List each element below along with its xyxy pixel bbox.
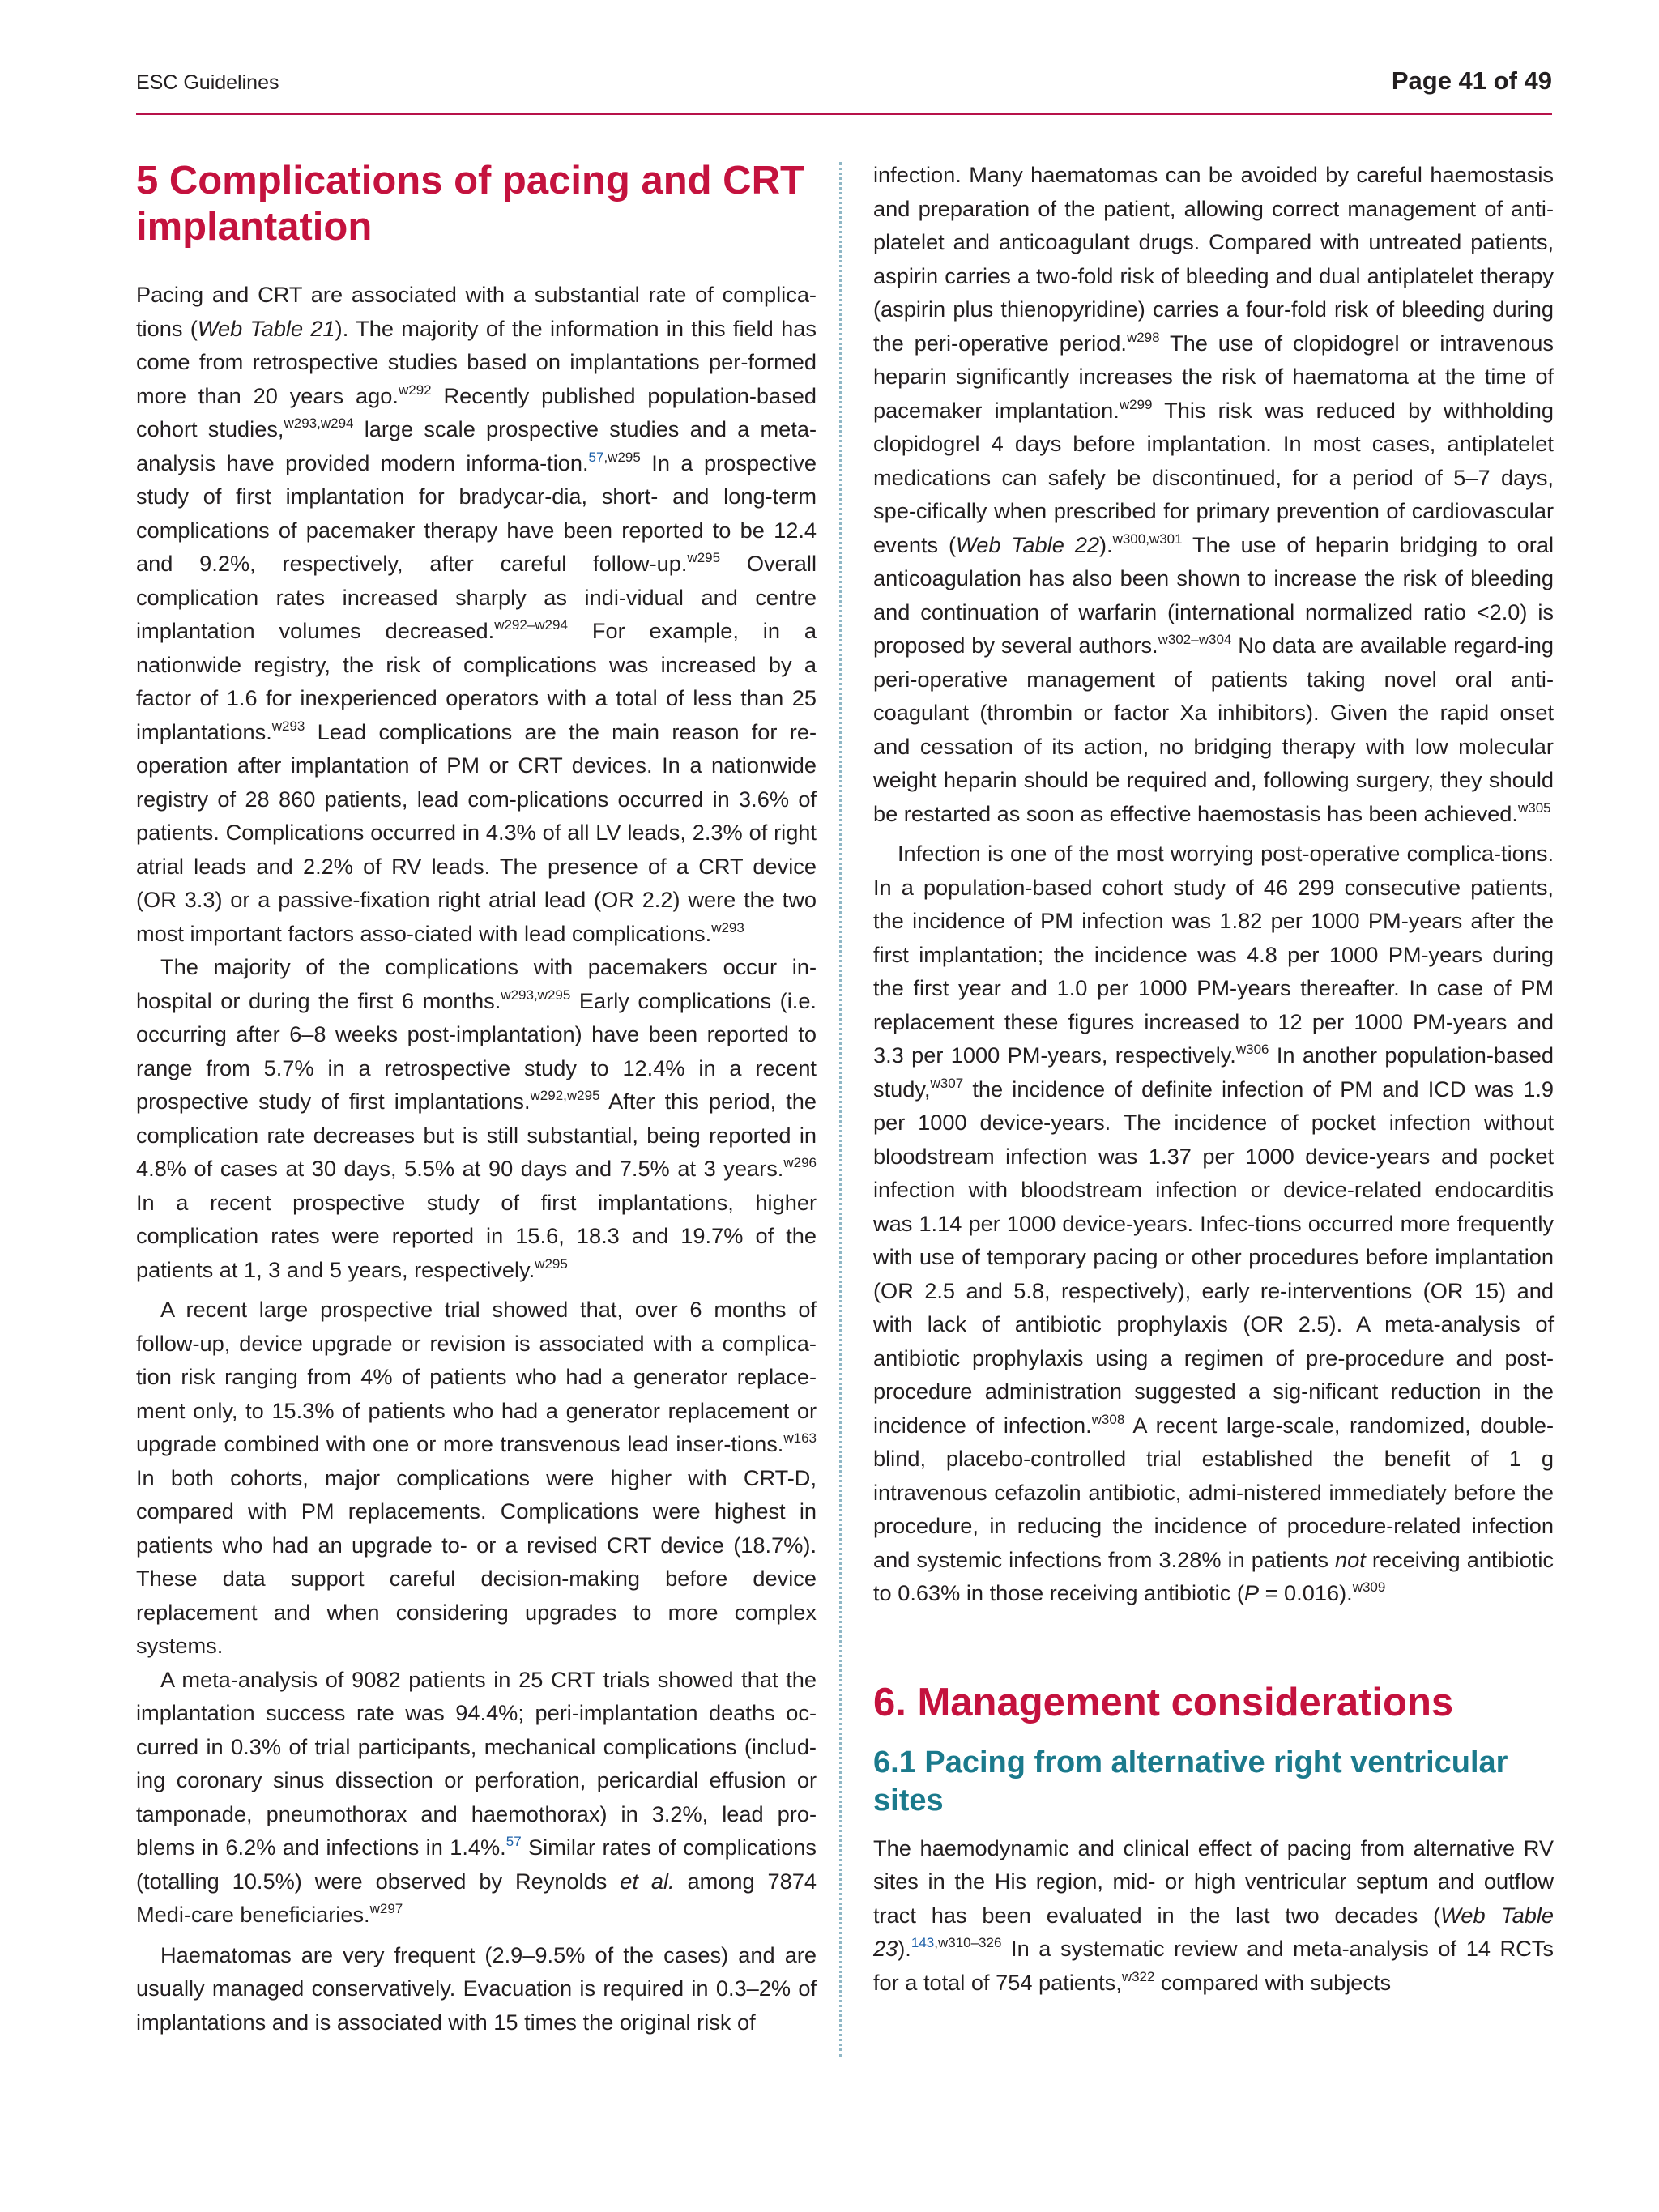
left-column <box>136 158 817 2039</box>
paragraph: Haematomas are very frequent (2.9–9.5% of the cases) and are usually managed conservatively. Evacuation is required in 0.3–2% of implantations and is associated with 15 times the original risk of <box>136 1941 817 2035</box>
column-divider <box>839 162 842 2057</box>
right-column <box>873 158 1554 1999</box>
journal-name: ESC Guidelines <box>136 71 279 94</box>
subsection-6-1-heading: 6.1 Pacing from alternative right ventricular sites <box>873 1745 1508 1818</box>
section-5-heading: 5 Complications of pacing and CRT implantation <box>136 159 804 249</box>
paragraph: The majority of the complications with pacemakers occur in-hospital or during the first 6 months.$^{w293,w295}$ Early complications (i.e. occurring after 6–8 weeks post-implantation) have been reported to range from 5.7% in a retrospective study to 12.4% in a recent prospective study of first implantations.$^{w292,w295}$ After this period, the complication rate decreases but is still substantial, being reported in 4.8% of cases at 30 days, 5.5% at 90 days and 7.5% at 3 years.$^{w296}$ In a recent prospective study of first implantations, higher complication rates were reported in 15.6, 18.3 and 19.7% of the patients at 1, 3 and 5 years, respectively.$^{w295}$ <box>136 954 817 1282</box>
paragraph: Pacing and CRT are associated with a substantial rate of complica-tions (Web Table 21). The majority of the information in this field has come from retrospective studies based on implantations per-formed more than 20 years ago.$^{w292}$ Recently published population-based cohort studies,$^{w293,w294}$ large scale prospective studies and a meta-analysis have provided modern informa-tion.$^{57,w295}$ In a prospective study of first implantation for bradycar-dia, short- and long-term complications of pacemaker therapy have been reported to be 12.4 and 9.2%, respectively, after careful follow-up.$^{w295}$ Overall complication rates increased sharply as indi-vidual and centre implantation volumes decreased.$^{w292-w294}$ For example, in a nationwide registry, the risk of complications was increased by a factor of 1.6 for inexperienced operators with a total of less than 25 implantations.$^{w293}$ Lead complications are the main reason for re-operation after implantation of PM or CRT devices. In a nationwide registry of 28 860 patients, lead com-plications occurred in 3.6% of patients. Complications occurred in 4.3% of all LV leads, 2.3% of right atrial leads and 2.2% of RV leads. The presence of a CRT device (OR 3.3) or a passive-fixation right atrial lead (OR 2.2) were the two most important factors asso-ciated with lead complications.$^{w293}$ <box>136 282 817 946</box>
page-number: Page 41 of 49 <box>1391 66 1552 95</box>
section-6-heading: 6. Management considerations <box>873 1680 1454 1724</box>
paragraph: The haemodynamic and clinical effect of pacing from alternative RV sites in the His region, mid- or high ventricular septum and outflow tract has been evaluated in the last two decades (Web Table 23).$^{143,w310-326}$ In a systematic review and meta-analysis of 14 RCTs for a total of 754 patients,$^{w322}$ compared with subjects <box>873 1835 1554 1995</box>
paragraph: infection. Many haematomas can be avoided by careful haemostasis and preparation of the patient, allowing correct management of anti-platelet and anticoagulant drugs. Compared with untreated patients, aspirin carries a two-fold risk of bleeding and dual antiplatelet therapy (aspirin plus thienopyridine) carries a four-fold risk of bleeding during the peri-operative period.$^{w298}$ The use of clopidogrel or intravenous heparin significantly increases the risk of haematoma at the time of pacemaker implantation.$^{w299}$ This risk was reduced by withholding clopidogrel 4 days before implantation. In most cases, antiplatelet medications can safely be discontinued, for a period of 5–7 days, spe-cifically when prescribed for primary prevention of cardiovascular events (Web Table 22).$^{w300,w301}$ The use of heparin bridging to oral anticoagulation has also been shown to increase the risk of bleeding and continuation of warfarin (international normalized ratio <2.0) is proposed by several authors.$^{w302-w304}$ No data are available regard-ing peri-operative management of patients taking novel oral anti-coagulant (thrombin or factor Xa inhibitors). Given the rapid onset and cessation of its action, no bridging therapy with low molecular weight heparin should be required and, following surgery, they should be restarted as soon as effective haemostasis has been achieved.$^{w305}$ <box>873 162 1554 826</box>
running-header <box>136 66 1552 115</box>
paragraph: Infection is one of the most worrying post-operative complica-tions. In a population-based cohort study of 46 299 consecutive patients, the incidence of PM infection was 1.82 per 1000 PM-years after the first implantation; the incidence was 4.8 per 1000 PM-years during the first year and 1.0 per 1000 PM-years thereafter. In case of PM replacement these figures increased to 12 per 1000 PM-years and 3.3 per 1000 PM-years, respectively.$^{w306}$ In another population-based study,$^{w307}$ the incidence of definite infection of PM and ICD was 1.9 per 1000 device-years. The incidence of pocket infection without bloodstream infection was 1.37 per 1000 device-years and pocket infection with bloodstream infection or device-related endocarditis was 1.14 per 1000 device-years. Infec-tions occurred more frequently with use of temporary pacing or other procedures before implantation (OR 2.5 and 5.8, respectively), early re-interventions (OR 15) and with lack of antibiotic prophylaxis (OR 2.5). A meta-analysis of antibiotic prophylaxis using a regimen of pre-procedure and post-procedure administration suggested a sig-nificant reduction in the incidence of infection.$^{w308}$ A recent large-scale, randomized, double-blind, placebo-controlled trial established the benefit of 1 g intravenous cefazolin antibiotic, admi-nistered immediately before the procedure, in reducing the incidence of procedure-related infection and systemic infections from 3.28% in patients not receiving antibiotic to 0.63% in those receiving antibiotic (P = 0.016).$^{w309}$ <box>873 841 1554 1605</box>
paragraph: A meta-analysis of 9082 patients in 25 CRT trials showed that the implantation success rate was 94.4%; peri-implantation deaths oc-curred in 0.3% of trial participants, mechanical complications (includ-ing coronary sinus dissection or perforation, pericardial effusion or tamponade, pneumothorax and haemothorax) in 3.2%, lead pro-blems in 6.2% and infections in 1.4%.$^{57}$ Similar rates of complications (totalling 10.5%) were observed by Reynolds et al. among 7874 Medi-care beneficiaries.$^{w297}$ <box>136 1666 817 1927</box>
header-rule <box>136 113 1552 115</box>
paragraph: A recent large prospective trial showed that, over 6 months of follow-up, device upgrade or revision is associated with a complica-tion risk ranging from 4% of patients who had a generator replace-ment only, to 15.3% of patients who had a generator replacement or upgrade combined with one or more transvenous lead inser-tions.$^{w163}$ In both cohorts, major complications were higher with CRT-D, compared with PM replacements. Complications were highest in patients who had an upgrade to- or a revised CRT device (18.7%). These data support careful decision-making before device replacement and when considering upgrades to more complex systems. <box>136 1297 817 1658</box>
